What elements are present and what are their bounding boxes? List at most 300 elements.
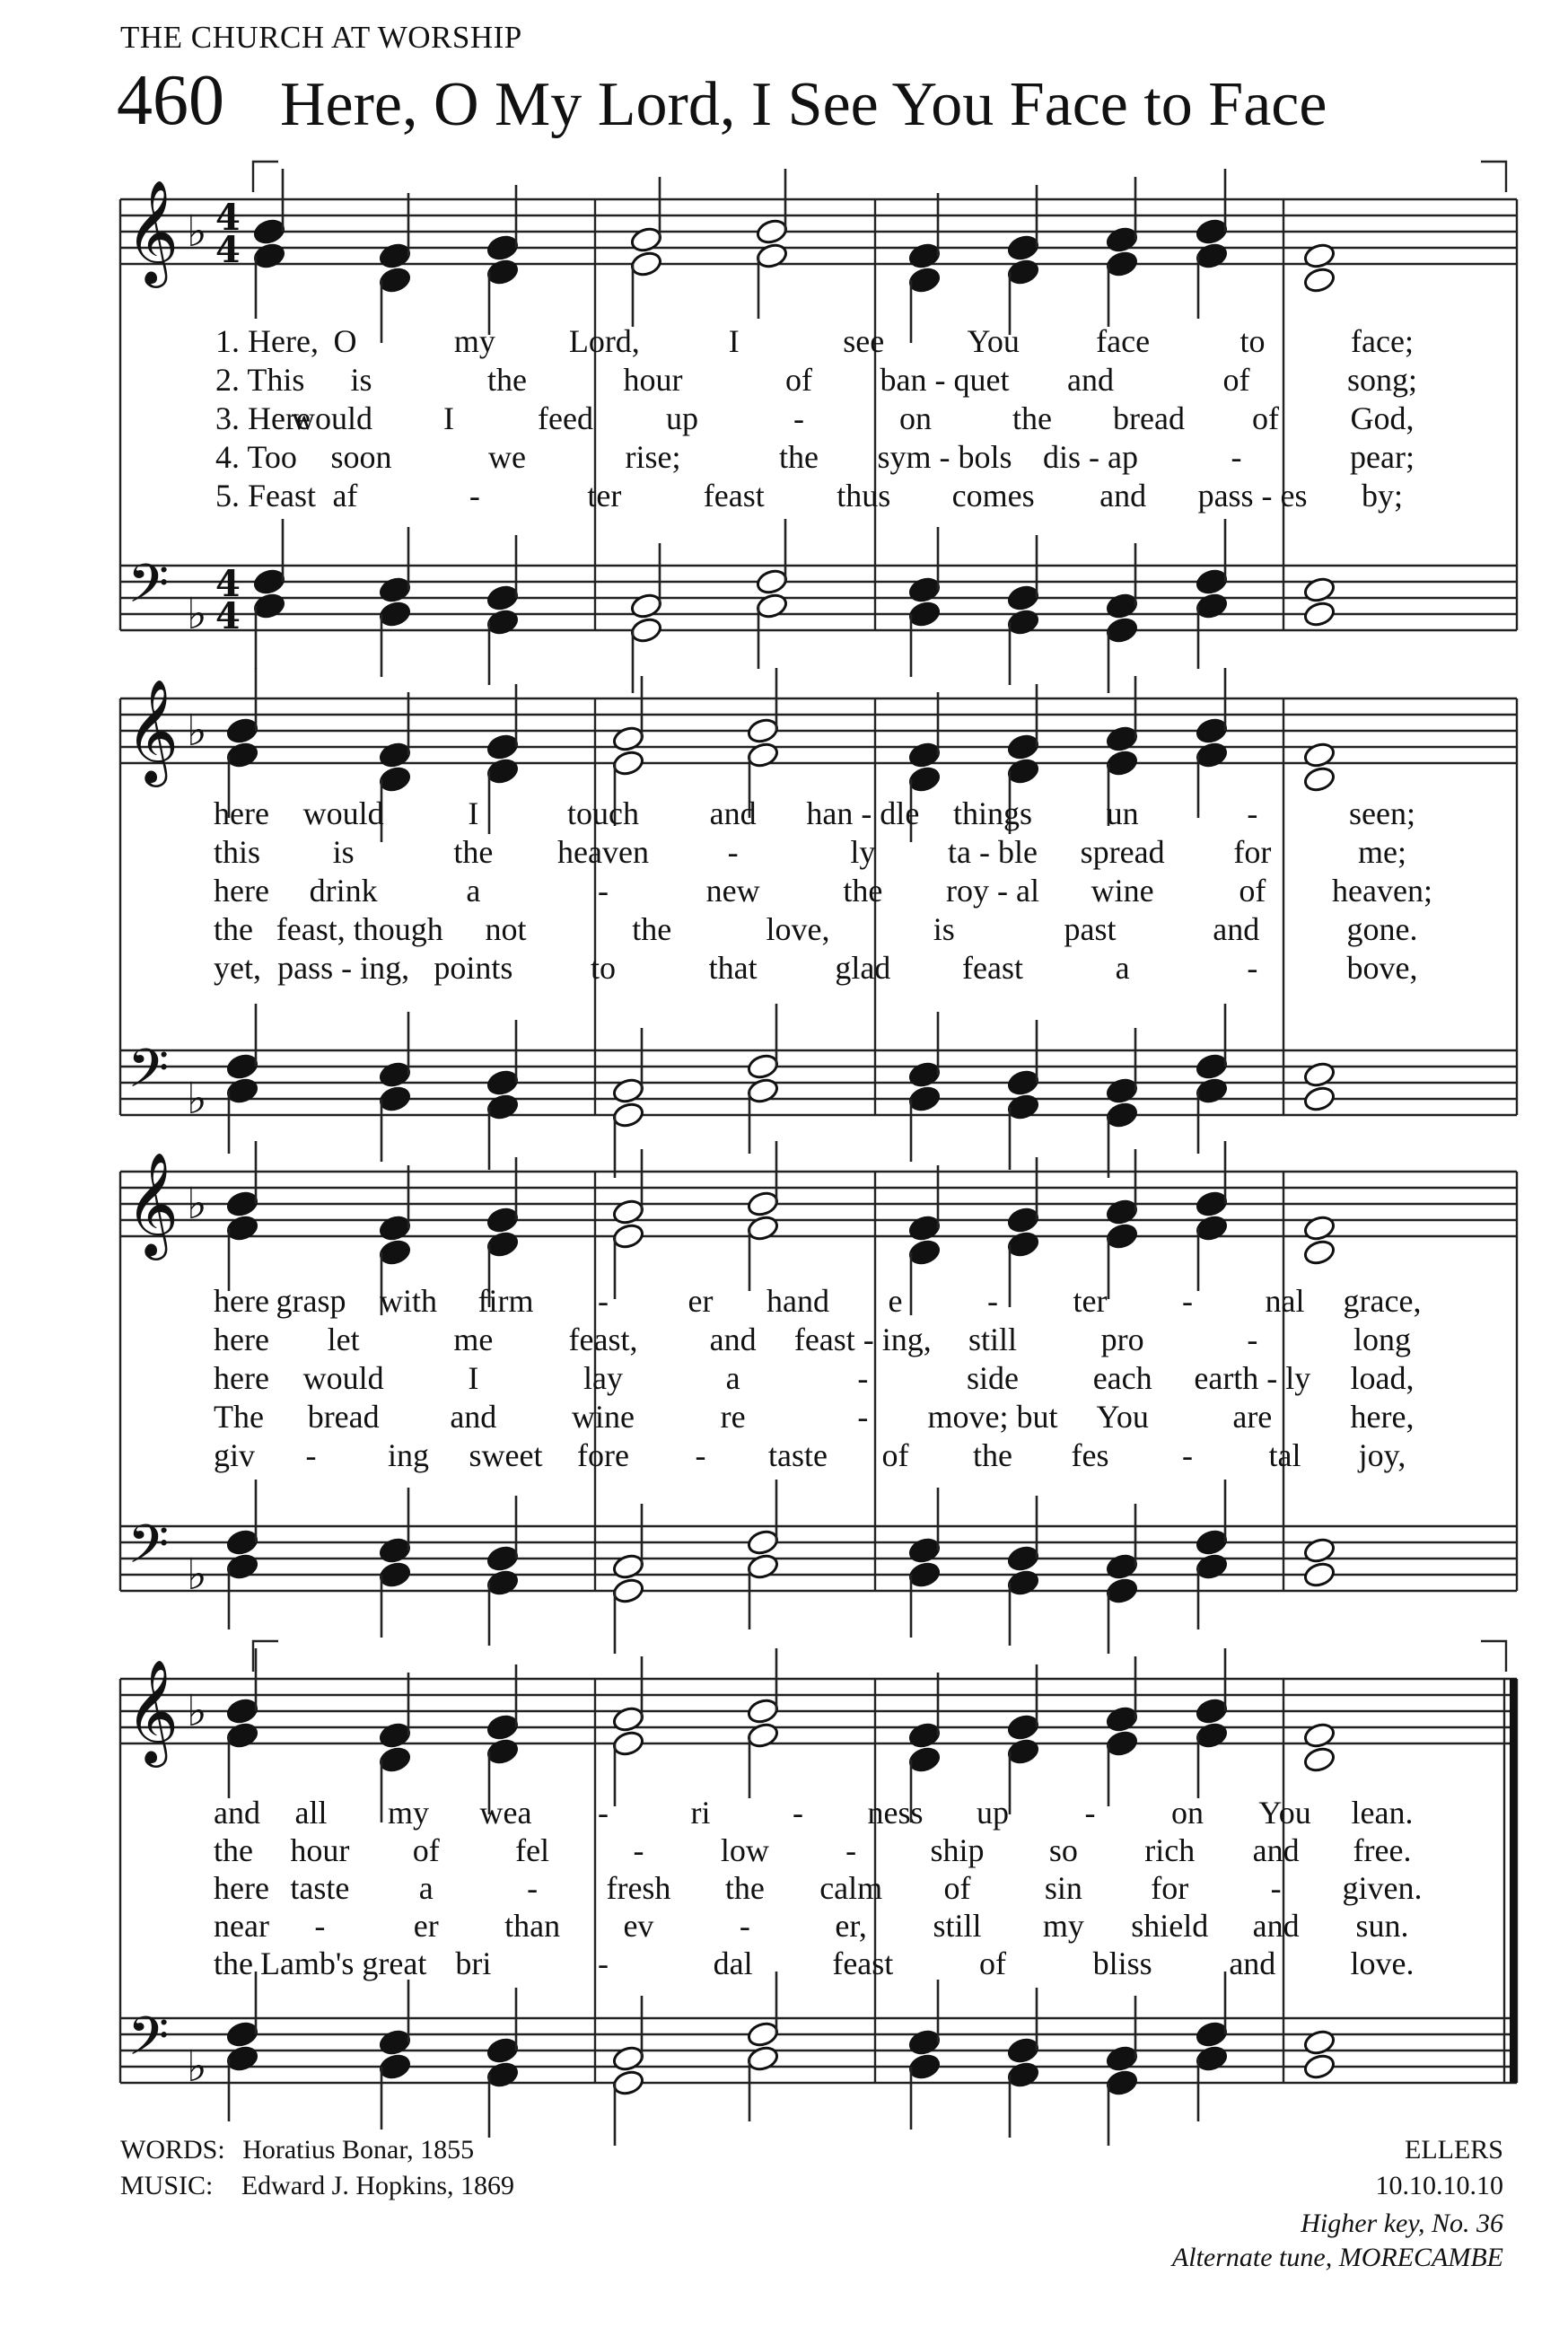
notehead	[1006, 584, 1040, 612]
notehead	[746, 1052, 780, 1081]
notehead	[486, 733, 520, 761]
notehead	[1105, 1729, 1139, 1758]
notehead	[1105, 725, 1139, 753]
lyric-syllable: pass - ing,	[277, 950, 410, 986]
notehead	[1105, 2044, 1139, 2073]
notehead	[1195, 2020, 1229, 2049]
lyric-syllable: move; but	[927, 1399, 1058, 1435]
notehead	[1006, 1568, 1040, 1597]
lyric-syllable: seen;	[1349, 795, 1415, 831]
notehead	[252, 592, 286, 620]
lyric-syllable: near	[214, 1908, 269, 1944]
lyric-syllable: my	[1042, 1908, 1084, 1944]
lyric-syllable: love.	[1350, 1945, 1415, 1981]
lyric-syllable: -	[469, 478, 480, 514]
notehead	[1105, 1576, 1139, 1605]
notehead	[907, 1560, 942, 1589]
lyric-syllable: fore	[577, 1437, 629, 1473]
notehead	[1006, 1544, 1040, 1573]
lyric-syllable: firm	[477, 1283, 534, 1319]
lyric-syllable: my	[453, 323, 495, 359]
notehead	[486, 757, 520, 786]
lyric-syllable: hour	[623, 362, 683, 398]
lyric-syllable: ri	[690, 1795, 711, 1831]
notehead	[611, 1222, 645, 1251]
lyric-syllable: comes	[951, 478, 1035, 514]
notehead	[629, 616, 663, 645]
notehead	[225, 1052, 259, 1081]
lyric-syllable: and	[1099, 478, 1147, 514]
notehead	[1006, 1068, 1040, 1097]
lyric-syllable: hour	[290, 1832, 350, 1868]
treble-clef-icon: 𝄞	[126, 678, 180, 783]
notehead	[755, 592, 789, 620]
lyric-syllable: side	[967, 1360, 1019, 1396]
flat-icon: ♭	[187, 1550, 207, 1600]
lyric-syllable: hand	[766, 1283, 829, 1319]
notehead	[746, 1214, 780, 1243]
notehead	[746, 1697, 780, 1726]
notehead	[1195, 1528, 1229, 1557]
lyric-syllable: is	[332, 834, 355, 870]
lyric-syllable: given.	[1342, 1870, 1423, 1906]
lyric-syllable: the	[724, 1870, 765, 1906]
lyric-syllable: for	[1233, 834, 1272, 870]
lyric-syllable: ev	[623, 1908, 654, 1944]
lyric-syllable: here	[214, 1360, 269, 1396]
notehead	[1105, 2068, 1139, 2097]
notehead	[1302, 575, 1336, 604]
lyric-syllable: -	[1247, 950, 1258, 986]
lyric-syllable: bove,	[1346, 950, 1418, 986]
lyric-syllable: lay	[583, 1360, 623, 1396]
lyric-syllable: here,	[1350, 1399, 1415, 1435]
lyric-syllable: and	[1229, 1945, 1276, 1981]
notehead	[1302, 600, 1336, 628]
notehead	[1006, 733, 1040, 761]
lyric-syllable: see	[843, 323, 885, 359]
lyric-syllable: me;	[1358, 834, 1406, 870]
music-composer: Edward J. Hopkins, 1869	[241, 2171, 515, 2200]
lyric-syllable: a	[418, 1870, 434, 1906]
lyric-syllable: long	[1353, 1322, 1412, 1357]
meter: 10.10.10.10	[1375, 2171, 1503, 2200]
notehead	[611, 1076, 645, 1105]
notehead	[1006, 2036, 1040, 2065]
notehead	[486, 608, 520, 637]
lyric-syllable: -	[727, 834, 739, 870]
bass-clef-icon: 𝄢	[127, 2005, 170, 2080]
lyric-syllable: here	[214, 795, 269, 831]
lyric-syllable: -	[314, 1908, 326, 1944]
lyric-syllable: -	[793, 1795, 803, 1831]
notehead	[907, 741, 942, 769]
words-label: WORDS:	[120, 2135, 225, 2165]
lyric-syllable: thus	[837, 478, 891, 514]
lyric-syllable: and	[709, 1322, 757, 1357]
lyric-syllable: ness	[867, 1795, 924, 1831]
lyric-syllable: calm	[819, 1870, 883, 1906]
lyric-syllable: of	[1252, 400, 1279, 436]
notehead	[611, 749, 645, 777]
notehead	[1105, 1222, 1139, 1251]
flat-icon: ♭	[187, 206, 207, 257]
lyric-syllable: drink	[309, 873, 378, 909]
higher-key-note: Higher key, No. 36	[1301, 2209, 1503, 2238]
lyric-syllable: wea	[479, 1795, 532, 1831]
notehead	[907, 2052, 942, 2081]
notehead	[629, 225, 663, 254]
lyric-syllable: sun.	[1355, 1908, 1409, 1944]
notehead	[907, 1536, 942, 1565]
lyric-syllable: fresh	[606, 1870, 671, 1906]
notehead	[907, 1060, 942, 1089]
lyric-syllable: here	[214, 873, 269, 909]
lyric-syllable: here	[214, 1322, 269, 1357]
lyric-syllable: ing	[387, 1437, 430, 1473]
notehead	[378, 1238, 412, 1267]
lyric-syllable: You	[967, 323, 1020, 359]
notehead	[907, 242, 942, 270]
lyric-syllable: wine	[572, 1399, 635, 1435]
notehead	[1006, 1737, 1040, 1766]
lyric-syllable: er	[688, 1283, 714, 1319]
lyric-syllable: giv	[214, 1437, 256, 1473]
notehead	[611, 2044, 645, 2073]
lyric-syllable: fes	[1071, 1437, 1109, 1473]
notehead	[1302, 1721, 1336, 1750]
lyric-syllable: of	[1222, 362, 1250, 398]
lyric-syllable: sym - bols	[877, 439, 1012, 475]
section-heading: THE CHURCH AT WORSHIP	[120, 20, 522, 55]
notehead	[1105, 225, 1139, 254]
lyric-syllable: than	[504, 1908, 561, 1944]
lyric-syllable: would	[302, 795, 384, 831]
notehead	[1105, 1101, 1139, 1129]
lyric-syllable: and	[1067, 362, 1114, 398]
treble-clef-icon: 𝄞	[126, 1151, 180, 1256]
notehead	[1105, 250, 1139, 278]
lyric-syllable: here	[214, 1283, 269, 1319]
lyric-syllable: -	[1270, 1870, 1282, 1906]
lyric-syllable: -	[527, 1870, 539, 1906]
notehead	[1302, 1745, 1336, 1774]
lyric-syllable: would	[292, 400, 372, 436]
notehead	[1006, 1230, 1040, 1259]
lyric-syllable: points	[434, 950, 513, 986]
notehead	[225, 1076, 259, 1105]
flat-icon: ♭	[187, 589, 207, 639]
lyric-syllable: er	[413, 1908, 439, 1944]
lyric-syllable: -	[633, 1832, 644, 1868]
notehead	[225, 1190, 259, 1218]
lyric-syllable: here	[214, 1870, 269, 1906]
lyric-syllable: -	[857, 1360, 869, 1396]
phrase-bracket	[1481, 1641, 1506, 1672]
notehead	[1195, 1076, 1229, 1105]
notehead	[1105, 616, 1139, 645]
notehead	[611, 725, 645, 753]
notehead	[1195, 1552, 1229, 1581]
lyric-syllable: the	[779, 439, 819, 475]
lyric-syllable: 5. Feast	[215, 478, 316, 514]
notehead	[907, 1214, 942, 1243]
lyric-syllable: new	[705, 873, 760, 909]
notehead	[1302, 1560, 1336, 1589]
notehead	[378, 2052, 412, 2081]
lyric-syllable: free.	[1353, 1832, 1412, 1868]
notehead	[1302, 741, 1336, 769]
lyric-syllable: 1. Here,	[215, 323, 319, 359]
treble-clef-icon: 𝄞	[126, 179, 180, 284]
lyric-syllable: with	[379, 1283, 438, 1319]
notehead	[378, 1536, 412, 1565]
lyric-syllable: I	[443, 400, 454, 436]
lyric-syllable: and	[1213, 911, 1260, 947]
lyric-syllable: my	[387, 1795, 430, 1831]
lyric-syllable: gone.	[1346, 911, 1418, 947]
lyric-syllable: af	[332, 478, 358, 514]
notehead	[225, 1697, 259, 1726]
notehead	[611, 1705, 645, 1734]
lyric-syllable: love,	[766, 911, 830, 947]
notehead	[225, 1214, 259, 1243]
lyric-syllable: -	[1182, 1437, 1193, 1473]
lyric-syllable: feed	[538, 400, 593, 436]
lyric-syllable: fel	[515, 1832, 550, 1868]
lyric-syllable: -	[305, 1437, 317, 1473]
lyric-syllable: grasp	[276, 1283, 346, 1319]
lyric-syllable: taste	[768, 1437, 828, 1473]
notehead	[1302, 1060, 1336, 1089]
notehead	[1105, 592, 1139, 620]
notehead	[378, 1060, 412, 1089]
lyric-syllable: up	[666, 400, 698, 436]
lyric-syllable: to	[590, 950, 617, 986]
lyric-syllable: things	[952, 795, 1033, 831]
notehead	[1195, 1190, 1229, 1218]
bass-clef-icon: 𝄢	[127, 1037, 170, 1112]
lyric-syllable: ta - ble	[948, 834, 1038, 870]
notehead	[611, 1198, 645, 1226]
lyric-syllable: re	[720, 1399, 746, 1435]
notehead	[907, 1721, 942, 1750]
lyric-syllable: 2. This	[215, 362, 305, 398]
lyric-syllable: I	[468, 795, 479, 831]
notehead	[486, 258, 520, 286]
lyric-syllable: the	[214, 1832, 253, 1868]
lyric-syllable: so	[1048, 1832, 1078, 1868]
lyric-syllable: -	[1247, 1322, 1258, 1357]
notehead	[907, 266, 942, 294]
notehead	[252, 217, 286, 246]
notehead	[486, 1206, 520, 1234]
lyric-syllable: heaven;	[1332, 873, 1432, 909]
notehead	[907, 1238, 942, 1267]
lyric-syllable: Lamb's great	[259, 1945, 427, 1981]
notehead	[1006, 1206, 1040, 1234]
lyric-syllable: all	[294, 1795, 328, 1831]
lyric-syllable: and	[450, 1399, 497, 1435]
lyric-syllable: by;	[1361, 478, 1404, 514]
notehead	[1105, 1705, 1139, 1734]
lyric-syllable: God,	[1350, 400, 1415, 436]
notehead	[378, 575, 412, 604]
time-signature-bottom: 4	[215, 595, 241, 637]
notehead	[486, 2036, 520, 2065]
lyric-syllable: -	[598, 1945, 609, 1981]
notehead	[746, 1721, 780, 1750]
notehead	[1006, 1713, 1040, 1742]
lyric-syllable: wine	[1091, 873, 1154, 909]
notehead	[1195, 1697, 1229, 1726]
notehead	[755, 242, 789, 270]
lyric-syllable: -	[598, 1283, 609, 1319]
flat-icon: ♭	[187, 706, 207, 756]
notehead	[378, 242, 412, 270]
lyric-syllable: a	[725, 1360, 740, 1396]
treble-clef-icon: 𝄞	[126, 1658, 180, 1763]
lyric-syllable: a	[466, 873, 481, 909]
lyric-syllable: still	[933, 1908, 982, 1944]
notehead	[225, 2020, 259, 2049]
notehead	[1302, 2028, 1336, 2057]
lyric-syllable: ly	[850, 834, 876, 870]
lyric-syllable: and	[214, 1795, 260, 1831]
hymn-title: Here, O My Lord, I See You Face to Face	[280, 70, 1327, 139]
phrase-bracket	[1481, 162, 1506, 192]
time-signature-bottom: 4	[215, 229, 241, 271]
lyric-syllable: this	[214, 834, 261, 870]
notehead	[486, 1230, 520, 1259]
notehead	[378, 600, 412, 628]
notehead	[1105, 1552, 1139, 1581]
lyric-syllable: and	[1252, 1908, 1300, 1944]
lyric-syllable: un	[1106, 795, 1139, 831]
notehead	[486, 1737, 520, 1766]
lyric-syllable: the	[843, 873, 883, 909]
lyric-syllable: low	[720, 1832, 769, 1868]
lyric-syllable: load,	[1350, 1360, 1415, 1396]
notehead	[746, 1552, 780, 1581]
lyric-syllable: would	[302, 1360, 384, 1396]
notehead	[486, 233, 520, 262]
notehead	[1195, 741, 1229, 769]
notehead	[907, 1085, 942, 1113]
notehead	[746, 2044, 780, 2073]
notehead	[907, 600, 942, 628]
notehead	[746, 1190, 780, 1218]
notehead	[1195, 217, 1229, 246]
lyric-syllable: ban - quet	[880, 362, 1010, 398]
lyric-syllable: of	[1239, 873, 1266, 909]
lyric-syllable: bri	[455, 1945, 492, 1981]
notehead	[1006, 258, 1040, 286]
notehead	[1006, 2060, 1040, 2089]
notehead	[1006, 757, 1040, 786]
notehead	[378, 765, 412, 794]
lyric-syllable: -	[793, 400, 804, 436]
music-label: MUSIC:	[120, 2171, 214, 2200]
lyric-syllable: tal	[1268, 1437, 1301, 1473]
lyric-syllable: You	[1258, 1795, 1311, 1831]
lyric-syllable: face;	[1351, 323, 1414, 359]
lyric-syllable: feast, though	[276, 911, 443, 947]
notehead	[378, 741, 412, 769]
lyric-syllable: for	[1151, 1870, 1189, 1906]
notehead	[1302, 242, 1336, 270]
notehead	[1006, 608, 1040, 637]
notehead	[1302, 1085, 1336, 1113]
lyric-syllable: dal	[713, 1945, 753, 1981]
lyric-syllable: the	[1012, 400, 1052, 436]
lyric-syllable: You	[1096, 1399, 1149, 1435]
notehead	[1105, 1198, 1139, 1226]
lyric-syllable: heaven	[557, 834, 649, 870]
notehead	[225, 1552, 259, 1581]
lyric-syllable: the	[453, 834, 494, 870]
lyric-syllable: not	[485, 911, 527, 947]
lyric-syllable: -	[1182, 1283, 1193, 1319]
lyric-syllable: each	[1092, 1360, 1152, 1396]
words-credit	[120, 2135, 474, 2165]
notehead	[378, 1721, 412, 1750]
phrase-bracket	[253, 162, 278, 192]
notehead	[1195, 1721, 1229, 1750]
lyric-syllable: of	[881, 1437, 909, 1473]
notehead	[1195, 567, 1229, 596]
notehead	[611, 1101, 645, 1129]
lyric-syllable: earth - ly	[1194, 1360, 1311, 1396]
lyric-syllable: I	[468, 1360, 479, 1396]
lyric-syllable: let	[327, 1322, 360, 1357]
notehead	[486, 2060, 520, 2089]
notehead	[225, 2044, 259, 2073]
lyric-syllable: ter	[587, 478, 622, 514]
lyric-syllable: -	[739, 1908, 750, 1944]
lyric-syllable: -	[1084, 1795, 1096, 1831]
lyric-syllable: -	[987, 1283, 998, 1319]
notehead	[378, 1745, 412, 1774]
notehead	[225, 741, 259, 769]
words-author: Horatius Bonar, 1855	[242, 2135, 475, 2165]
notehead	[252, 242, 286, 270]
notehead	[225, 716, 259, 745]
lyric-syllable: sin	[1044, 1870, 1082, 1906]
lyric-syllable: 3. Here	[215, 400, 311, 436]
notehead	[746, 741, 780, 769]
bass-clef-icon: 𝄢	[127, 552, 170, 628]
alternate-tune-note: Alternate tune, MORECAMBE	[1171, 2243, 1503, 2272]
lyric-syllable: pro	[1100, 1322, 1144, 1357]
lyric-syllable: bliss	[1092, 1945, 1152, 1981]
lyric-syllable: and	[1252, 1832, 1300, 1868]
lyric-syllable: bread	[1113, 400, 1185, 436]
final-barline	[1510, 1679, 1517, 2083]
notehead	[1302, 1238, 1336, 1267]
notehead	[755, 567, 789, 596]
lyric-syllable: sweet	[469, 1437, 543, 1473]
lyric-syllable: of	[785, 362, 812, 398]
notehead	[378, 1214, 412, 1243]
lyric-syllable: feast	[962, 950, 1023, 986]
notehead	[1195, 716, 1229, 745]
lyric-syllable: pass - es	[1197, 478, 1308, 514]
lyric-syllable: of	[943, 1870, 971, 1906]
flat-icon: ♭	[187, 2042, 207, 2092]
lyric-syllable: song;	[1346, 362, 1418, 398]
notehead	[378, 1560, 412, 1589]
